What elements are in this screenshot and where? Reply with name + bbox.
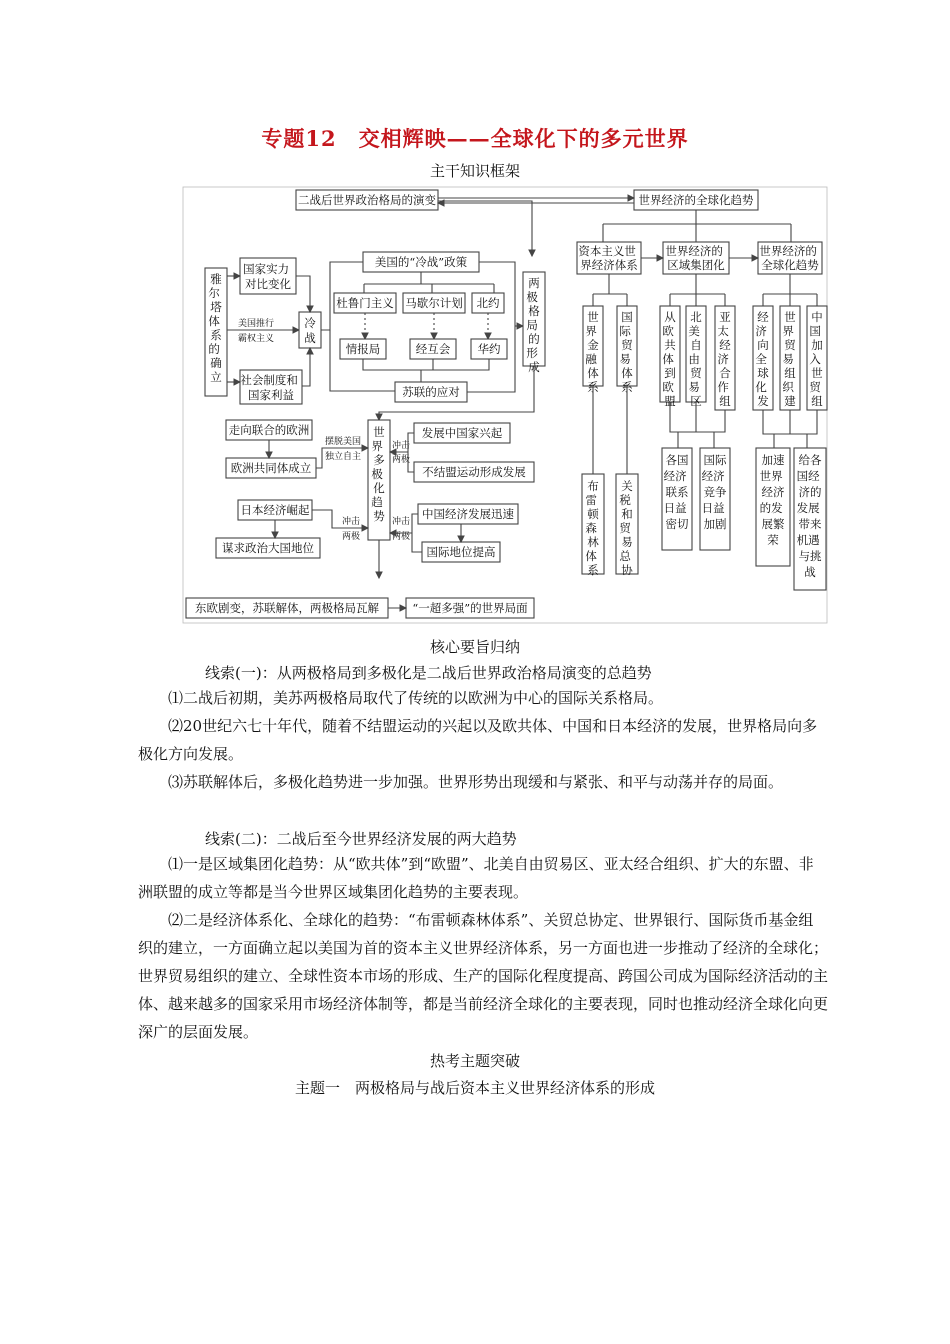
- impact1-text: 冲击 两极: [392, 441, 411, 465]
- nonaligned-text: 不结盟运动形成发展: [422, 465, 526, 479]
- soviet-response-text: 苏联的应对: [402, 385, 460, 399]
- comecon-text: 经互会: [415, 342, 451, 356]
- topic-one-heading: 主题一 两极格局与战后资本主义世界经济体系的形成: [294, 1079, 655, 1097]
- finance-text: 世界 金融 体系: [585, 310, 599, 394]
- cold-war-text: 冷战: [304, 316, 316, 345]
- clue-two: 线索(二)：二战后至今世界经济发展的两大趋势: [205, 830, 517, 848]
- yalta-text: 雅尔 塔体 系的 确立: [208, 272, 222, 384]
- opportunity-text: 给各国经 济的发展 带来机遇 与挑战: [796, 453, 822, 579]
- economic-globalization-text: 世界经济的全球化趋势: [638, 193, 754, 207]
- capital-system-text: 资本主义世 界经济体系: [578, 244, 638, 272]
- page-title: 专题12 交相辉映——全球化下的多元世界: [261, 126, 689, 151]
- trade-text: 国际 贸易 体系: [619, 310, 633, 394]
- japan-power-text: 谋求政治大国地位: [222, 541, 314, 555]
- summary-heading: 核心要旨归纳: [429, 638, 520, 656]
- diagram-heading: 主干知识框架: [429, 162, 520, 180]
- nato-text: 北约: [476, 296, 500, 310]
- developing-text: 发展中国家兴起: [421, 426, 503, 440]
- china-status-text: 国际地位提高: [426, 545, 496, 559]
- ties-text: 各国经济 联系日益 密切: [663, 453, 689, 531]
- apec-text: 亚太 经济 合作 组: [717, 310, 731, 408]
- nafta-text: 北美 自由 贸易 区: [688, 310, 702, 408]
- bipolar-text: 两极 格局 的形 成: [526, 276, 540, 374]
- wto-text: 世界 贸易 组织 建: [782, 310, 796, 408]
- clue-two-point-1: ⑴一是区域集团化趋势：从“欧共体”到“欧盟”、北美自由贸易区、亚太经合组织、扩大的东盟、非洲联盟的成立等都是当今世界区域集团化趋势的主要表现。: [138, 855, 814, 901]
- multipolar-text: 世界 多极 化趋 势: [371, 425, 385, 523]
- hot-topics-heading: 热考主题突破: [429, 1052, 520, 1070]
- clue-one-point-3: ⑶苏联解体后，多极化趋势进一步加强。世界形势出现缓和与紧张、和平与动荡并存的局面。: [168, 773, 784, 791]
- global-trend-text: 世界经济的 全球化趋势: [759, 244, 819, 272]
- social-text: 社会制度和 国家利益: [240, 373, 298, 402]
- impact2-text: 冲击 两极: [342, 517, 361, 542]
- accelerate-text: 加速世界 经济的发 展繁荣: [759, 453, 785, 547]
- escape-text: 摆脱美国 独立自主: [325, 437, 362, 462]
- eu-path-text: 从欧 共体 到欧 盟: [662, 310, 676, 408]
- cominform-text: 情报局: [345, 342, 381, 356]
- japan-rise-text: 日本经济崛起: [240, 503, 310, 517]
- clue-one: 线索(一)：从两极格局到多极化是二战后世界政治格局演变的总趋势: [205, 664, 652, 682]
- one-super-text: “一超多强”的世界局面: [412, 601, 528, 615]
- us-policy-text: 美国的“冷战”政策: [374, 255, 468, 269]
- europe-union-text: 走向联合的欧洲: [228, 423, 310, 437]
- clue-one-point-1: ⑴二战后初期，美苏两极格局取代了传统的以欧洲为中心的国际关系格局。: [168, 689, 664, 707]
- warsaw-text: 华约: [477, 342, 501, 356]
- ec-text: 欧洲共同体成立: [230, 461, 312, 475]
- impact3-text: 冲击 两极: [392, 517, 411, 542]
- marshall-text: 马歇尔计划: [405, 296, 463, 310]
- clue-two-point-2: ⑵二是经济体系化、全球化的趋势：“布雷顿森林体系”、关贸总协定、世界银行、国际货币基金组织的建立，一方面确立起以美国为首的资本主义世界经济体系，另一方面也进一步推动了经济的全球化；世界贸易组织的建立、全球性资本市场的形成、生产的国际化程度提高、跨国公司成为国际经济活动的主体、越来越多的国家采用市场经济体制等，都是当前经济全球化的主要表现，同时也推动经济全球化向更深广的层面发展。: [138, 911, 829, 1041]
- gatt-text: 关税 和贸 易总 协: [619, 479, 633, 577]
- truman-text: 杜鲁门主义: [336, 296, 394, 310]
- knowledge-framework-diagram: [182, 186, 828, 626]
- political-evolution-text: 二战后世界政治格局的演变: [298, 193, 436, 207]
- strength-text: 国家实力 对比变化: [243, 262, 291, 291]
- china-wto-text: 中国 加入 世贸 组: [809, 310, 823, 408]
- china-economy-text: 中国经济发展迅速: [422, 507, 514, 521]
- global-dev-text: 经济 向全 球化 发: [755, 310, 769, 408]
- clue-one-point-2: ⑵20世纪六七十年代，随着不结盟运动的兴起以及欧共体、中国和日本经济的发展，世界格局向多极化方向发展。: [138, 717, 818, 763]
- hegemony-text: 美国推行 霸权主义: [238, 319, 275, 344]
- regional-text: 世界经济的 区域集团化: [665, 244, 725, 272]
- bretton-text: 布雷 顿森 林体 系: [585, 479, 599, 577]
- collapse-text: 东欧剧变，苏联解体，两极格局瓦解: [195, 601, 379, 615]
- competition-text: 国际经济 竞争日益 加剧: [701, 453, 727, 531]
